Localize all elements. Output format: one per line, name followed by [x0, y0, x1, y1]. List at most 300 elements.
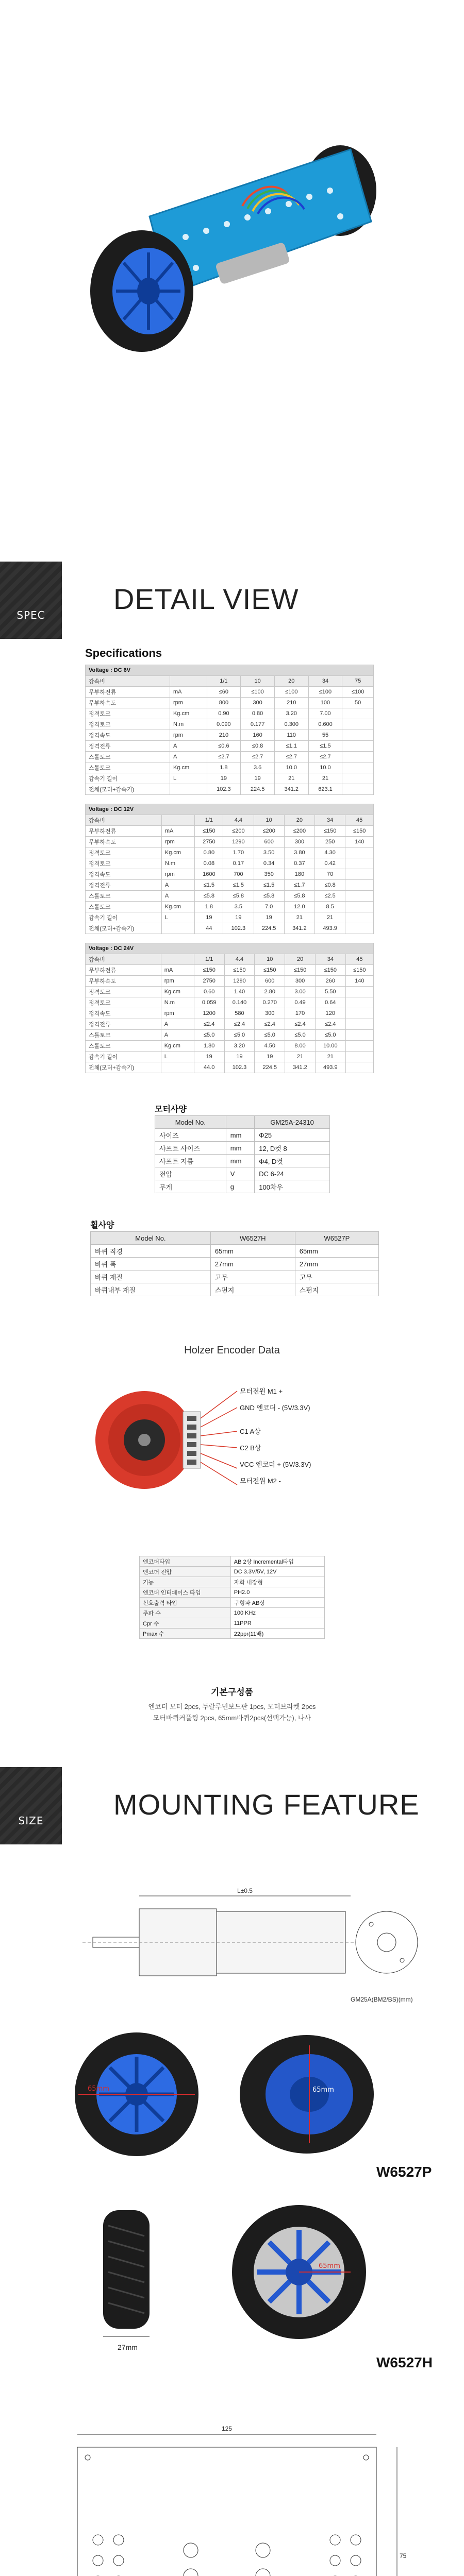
table-cell: Φ4, D컷: [255, 1155, 330, 1167]
table-cell: 무부하속도: [86, 837, 162, 848]
wheel-h-diameter: 65mm: [319, 2262, 340, 2270]
table-cell: 100: [308, 698, 342, 708]
table-cell: 0.600: [308, 719, 342, 730]
voltage-label: Voltage : DC 6V: [86, 665, 374, 676]
table-cell: 100차우: [255, 1180, 330, 1193]
table-cell: 4.4: [224, 954, 255, 965]
table-cell: ≤2.7: [308, 752, 342, 762]
table-cell: ≤1.1: [274, 741, 308, 752]
table-cell: DC 3.3V/5V, 12V: [230, 1567, 324, 1577]
table-row: [86, 698, 374, 708]
table-cell: ≤2.7: [241, 752, 275, 762]
encoder-title: Holzer Encoder Data: [184, 1345, 280, 1356]
table-cell: 65mm: [295, 1245, 378, 1258]
table-cell: mA: [161, 826, 195, 837]
encoder-pin-list: [240, 1386, 394, 1492]
table-cell: 10: [241, 676, 275, 687]
table-cell: 1/1: [195, 815, 223, 826]
table-cell: [345, 869, 374, 880]
table-cell: 무부하속도: [86, 976, 161, 987]
table-cell: 자화 내장형: [230, 1577, 324, 1587]
table-cell: ≤2.4: [255, 1019, 285, 1030]
table-row: [140, 1587, 325, 1598]
detail-view-title: DETAIL VIEW: [113, 583, 299, 615]
table-row: [86, 1041, 374, 1052]
table-cell: 44: [195, 923, 223, 934]
table-cell: 300: [284, 837, 314, 848]
table-cell: 1290: [224, 976, 255, 987]
table-row: [86, 1030, 374, 1041]
spec-table-6v: [85, 665, 374, 795]
encoder-board-illustration: [82, 1376, 247, 1504]
table-row: [86, 976, 374, 987]
table-cell: 7.0: [254, 902, 284, 912]
table-cell: Model No.: [155, 1116, 226, 1129]
table-cell: 0.37: [284, 858, 314, 869]
size-banner: [0, 1767, 464, 1844]
table-cell: ≤100: [308, 687, 342, 698]
table-cell: ≤60: [207, 687, 241, 698]
table-cell: 1.70: [223, 848, 254, 858]
table-row: [86, 687, 374, 698]
table-cell: ≤150: [345, 826, 374, 837]
table-cell: 무부하전류: [86, 965, 161, 976]
size-badge-label: SIZE: [18, 1815, 44, 1827]
table-cell: 27mm: [295, 1258, 378, 1270]
table-cell: W6527P: [295, 1232, 378, 1245]
voltage-label: Voltage : DC 24V: [86, 943, 374, 954]
column-header-row: [86, 815, 374, 826]
table-cell: ≤5.0: [255, 1030, 285, 1041]
table-cell: 300: [285, 976, 316, 987]
table-cell: 1.80: [194, 1041, 224, 1052]
table-cell: rpm: [161, 869, 195, 880]
table-cell: 19: [223, 912, 254, 923]
table-cell: 엔코더타입: [140, 1556, 231, 1567]
table-cell: ≤5.8: [195, 891, 223, 902]
table-cell: rpm: [161, 837, 195, 848]
table-cell: 300: [241, 698, 275, 708]
table-cell: [345, 1041, 373, 1052]
table-cell: [345, 912, 374, 923]
voltage-header-row: [86, 665, 374, 676]
table-cell: Kg.cm: [170, 708, 207, 719]
table-cell: 고무: [210, 1270, 295, 1283]
table-cell: 10: [255, 954, 285, 965]
table-cell: 21: [315, 1052, 345, 1062]
table-cell: 45: [345, 954, 373, 965]
table-cell: [342, 784, 374, 795]
table-cell: 1290: [223, 837, 254, 848]
wheel-spec-table: [90, 1231, 379, 1296]
table-cell: 0.80: [195, 848, 223, 858]
table-cell: 10.00: [315, 1041, 345, 1052]
table-cell: 샤프트 사이즈: [155, 1142, 226, 1155]
components-line-2: 모터바퀴커플링 2pcs, 65mm바퀴2pcs(선택가능), 나사: [153, 1714, 311, 1722]
wheel-p-side-image: [232, 2030, 382, 2159]
table-cell: A: [161, 1030, 194, 1041]
table-cell: Cpr 수: [140, 1618, 231, 1629]
mounting-feature-title: MOUNTING FEATURE: [113, 1788, 420, 1821]
table-cell: ≤150: [194, 965, 224, 976]
table-cell: 55: [308, 730, 342, 741]
table-cell: 0.177: [241, 719, 275, 730]
table-cell: 3.20: [274, 708, 308, 719]
table-cell: 샤프트 지름: [155, 1155, 226, 1167]
table-cell: [345, 997, 373, 1008]
table-row: [91, 1283, 379, 1296]
table-cell: 600: [254, 837, 284, 848]
table-row: [91, 1245, 379, 1258]
table-cell: 4.30: [315, 848, 345, 858]
table-cell: 정격토크: [86, 997, 161, 1008]
table-cell: 주파 수: [140, 1608, 231, 1618]
table-cell: Pmax 수: [140, 1629, 231, 1639]
table-cell: 무부하속도: [86, 698, 170, 708]
table-row: [140, 1577, 325, 1587]
table-cell: 12.0: [284, 902, 314, 912]
components-title: 기본구성품: [210, 1687, 254, 1697]
table-cell: 정격전류: [86, 741, 170, 752]
table-cell: rpm: [170, 730, 207, 741]
table-cell: 1/1: [194, 954, 224, 965]
table-cell: 210: [207, 730, 241, 741]
table-cell: 바퀴 폭: [91, 1258, 211, 1270]
table-cell: [226, 1116, 255, 1129]
table-cell: 감속기 길이: [86, 773, 170, 784]
table-cell: [161, 815, 195, 826]
table-cell: [161, 923, 195, 934]
table-cell: 엔코더 전압: [140, 1567, 231, 1577]
table-cell: ≤5.0: [315, 1030, 345, 1041]
table-cell: 140: [345, 976, 373, 987]
table-cell: 기능: [140, 1577, 231, 1587]
spec-badge-label: SPEC: [16, 609, 45, 621]
front-left-wheel: [90, 230, 193, 352]
plate-dimension-drawing: [67, 2421, 407, 2576]
table-cell: 0.270: [255, 997, 285, 1008]
table-cell: 무부하전류: [86, 687, 170, 698]
table-cell: [345, 987, 373, 997]
table-cell: 12, D컷 8: [255, 1142, 330, 1155]
table-cell: 정격전류: [86, 880, 162, 891]
table-row: [86, 912, 374, 923]
table-cell: A: [161, 880, 195, 891]
table-cell: 7.00: [308, 708, 342, 719]
table-cell: [161, 954, 194, 965]
table-cell: ≤100: [241, 687, 275, 698]
table-row: [86, 1019, 374, 1030]
wheel-p-side-diameter: 65mm: [312, 2086, 334, 2094]
hero-section: [0, 0, 464, 515]
table-cell: 사이즈: [155, 1129, 226, 1142]
table-cell: 스톨토크: [86, 762, 170, 773]
table-cell: mm: [226, 1142, 255, 1155]
table-cell: ≤1.5: [254, 880, 284, 891]
table-cell: ≤150: [285, 965, 316, 976]
specifications-heading: Specifications: [85, 647, 162, 659]
table-row: [155, 1142, 330, 1155]
table-cell: 21: [284, 912, 314, 923]
table-row: [140, 1567, 325, 1577]
table-cell: 65mm: [210, 1245, 295, 1258]
table-cell: 정격전류: [86, 1019, 161, 1030]
table-cell: ≤200: [254, 826, 284, 837]
table-cell: 2.80: [255, 987, 285, 997]
table-cell: ≤0.8: [315, 880, 345, 891]
table-cell: [342, 773, 374, 784]
table-cell: 3.80: [284, 848, 314, 858]
table-cell: ≤150: [315, 826, 345, 837]
table-cell: 감속비: [86, 676, 170, 687]
motor-dimension-drawing: [62, 1880, 423, 2009]
table-cell: ≤0.8: [241, 741, 275, 752]
table-cell: rpm: [170, 698, 207, 708]
table-cell: 감속기 길이: [86, 1052, 161, 1062]
table-cell: ≤200: [223, 826, 254, 837]
table-row: [86, 891, 374, 902]
table-cell: rpm: [161, 1008, 194, 1019]
table-cell: GM25A-24310: [255, 1116, 330, 1129]
table-cell: 170: [285, 1008, 316, 1019]
table-cell: 45: [345, 815, 374, 826]
table-cell: 0.059: [194, 997, 224, 1008]
table-cell: rpm: [161, 976, 194, 987]
table-cell: 전압: [155, 1167, 226, 1180]
table-cell: [345, 1030, 373, 1041]
table-cell: 10.0: [274, 762, 308, 773]
table-row: [86, 752, 374, 762]
table-cell: 8.5: [315, 902, 345, 912]
table-cell: 19: [224, 1052, 255, 1062]
table-row: [86, 784, 374, 795]
table-cell: AB 2상 Incremental타입: [230, 1556, 324, 1567]
table-cell: 전체(모터+감속기): [86, 923, 162, 934]
table-cell: Model No.: [91, 1232, 211, 1245]
table-cell: 0.090: [207, 719, 241, 730]
table-cell: [345, 1052, 373, 1062]
components-line-1: 엔코더 모터 2pcs, 두랄루민보드판 1pcs, 모터브라켓 2pcs: [148, 1703, 316, 1710]
table-cell: ≤2.5: [315, 891, 345, 902]
table-cell: 스톨토크: [86, 891, 162, 902]
table-cell: 34: [315, 954, 345, 965]
table-cell: 580: [224, 1008, 255, 1019]
table-cell: 5.50: [315, 987, 345, 997]
table-row: [86, 741, 374, 752]
table-row: [86, 880, 374, 891]
table-cell: 75: [342, 676, 374, 687]
table-cell: 1600: [195, 869, 223, 880]
table-row: [86, 773, 374, 784]
table-cell: Φ25: [255, 1129, 330, 1142]
encoder-pin: C2 B상: [240, 1444, 261, 1452]
table-cell: 623.1: [308, 784, 342, 795]
table-cell: 스톨토크: [86, 752, 170, 762]
table-cell: mm: [226, 1155, 255, 1167]
table-cell: 493.9: [315, 1062, 345, 1073]
table-cell: 0.90: [207, 708, 241, 719]
table-cell: [342, 730, 374, 741]
table-row: [86, 923, 374, 934]
table-cell: ≤200: [284, 826, 314, 837]
table-cell: 10: [254, 815, 284, 826]
table-cell: [345, 1062, 373, 1073]
encoder-pin: GND 엔코더 - (5V/3.3V): [240, 1404, 310, 1412]
table-cell: [345, 1019, 373, 1030]
table-cell: 1/1: [207, 676, 241, 687]
table-cell: L: [161, 912, 195, 923]
table-cell: 34: [315, 815, 345, 826]
table-cell: Kg.cm: [161, 1041, 194, 1052]
table-cell: 3.6: [241, 762, 275, 773]
table-cell: 3.00: [285, 987, 316, 997]
table-cell: ≤1.5: [195, 880, 223, 891]
table-cell: ≤150: [345, 965, 373, 976]
table-row: [86, 730, 374, 741]
encoder-pin: 모터전원 M2 -: [240, 1477, 281, 1485]
table-cell: 정격토크: [86, 848, 162, 858]
table-row: [140, 1598, 325, 1608]
table-cell: ≤2.4: [285, 1019, 316, 1030]
table-cell: 19: [194, 1052, 224, 1062]
table-cell: ≤100: [342, 687, 374, 698]
table-cell: 27mm: [210, 1258, 295, 1270]
table-cell: 전체(모터+감속기): [86, 1062, 161, 1073]
table-cell: 70: [315, 869, 345, 880]
spec-banner: [0, 562, 464, 639]
table-cell: 700: [223, 869, 254, 880]
table-cell: 스톨토크: [86, 902, 162, 912]
table-cell: 10.0: [308, 762, 342, 773]
table-cell: 2750: [195, 837, 223, 848]
table-cell: 0.60: [194, 987, 224, 997]
table-cell: 102.3: [207, 784, 241, 795]
table-cell: mA: [161, 965, 194, 976]
table-cell: W6527H: [210, 1232, 295, 1245]
table-cell: 0.140: [224, 997, 255, 1008]
wheel-p-diameter: 65mm: [88, 2085, 109, 2093]
table-cell: 0.80: [241, 708, 275, 719]
table-row: [91, 1258, 379, 1270]
table-cell: A: [170, 741, 207, 752]
table-row: [140, 1556, 325, 1567]
table-cell: 250: [315, 837, 345, 848]
table-cell: ≤5.0: [285, 1030, 316, 1041]
table-row: [86, 1062, 374, 1073]
motor-spec-title: 모터사양: [155, 1105, 187, 1114]
table-cell: 19: [254, 912, 284, 923]
table-cell: 4.4: [223, 815, 254, 826]
table-cell: [345, 858, 374, 869]
table-cell: 341.2: [285, 1062, 316, 1073]
table-cell: 300: [255, 1008, 285, 1019]
table-cell: 1.8: [195, 902, 223, 912]
table-cell: 493.9: [315, 923, 345, 934]
table-cell: Kg.cm: [170, 762, 207, 773]
table-cell: ≤2.4: [194, 1019, 224, 1030]
table-cell: 341.2: [274, 784, 308, 795]
table-cell: ≤0.6: [207, 741, 241, 752]
table-cell: ≤1.5: [308, 741, 342, 752]
table-row: [140, 1629, 325, 1639]
encoder-pin: 모터전원 M1 +: [240, 1387, 283, 1395]
table-cell: 고무: [295, 1270, 378, 1283]
wheel-h-width: 27mm: [118, 2343, 138, 2351]
table-cell: 19: [195, 912, 223, 923]
table-cell: 0.42: [315, 858, 345, 869]
table-cell: 50: [342, 698, 374, 708]
table-cell: 44.0: [194, 1062, 224, 1073]
table-cell: 102.3: [224, 1062, 255, 1073]
table-row: [86, 719, 374, 730]
motor-spec-table: [155, 1115, 330, 1193]
table-cell: 350: [254, 869, 284, 880]
table-row: [86, 1052, 374, 1062]
table-cell: 22ppr(11배): [230, 1629, 324, 1639]
table-row: [86, 762, 374, 773]
table-row: [155, 1116, 330, 1129]
table-cell: 600: [255, 976, 285, 987]
table-row: [91, 1270, 379, 1283]
table-cell: 정격속도: [86, 1008, 161, 1019]
table-cell: 224.5: [255, 1062, 285, 1073]
table-cell: ≤5.8: [284, 891, 314, 902]
table-cell: ≤5.8: [254, 891, 284, 902]
table-row: [86, 965, 374, 976]
table-cell: g: [226, 1180, 255, 1193]
table-cell: 224.5: [254, 923, 284, 934]
table-row: [140, 1618, 325, 1629]
table-cell: [345, 1008, 373, 1019]
table-cell: ≤150: [195, 826, 223, 837]
table-cell: [345, 880, 374, 891]
table-cell: Kg.cm: [161, 848, 195, 858]
table-cell: 0.300: [274, 719, 308, 730]
table-cell: 19: [255, 1052, 285, 1062]
table-cell: 0.17: [223, 858, 254, 869]
table-cell: [342, 752, 374, 762]
table-cell: 엔코더 인터페이스 타입: [140, 1587, 231, 1598]
table-cell: 11PPR: [230, 1618, 324, 1629]
spec-table-12v: [85, 804, 374, 934]
table-cell: ≤150: [315, 965, 345, 976]
table-cell: 바퀴 직경: [91, 1245, 211, 1258]
table-cell: 21: [308, 773, 342, 784]
table-cell: Kg.cm: [161, 987, 194, 997]
spec-badge: [0, 562, 62, 639]
table-cell: 0.49: [285, 997, 316, 1008]
table-cell: 스펀지: [295, 1283, 378, 1296]
table-row: [86, 708, 374, 719]
table-cell: 바퀴내부 재질: [91, 1283, 211, 1296]
table-cell: [342, 708, 374, 719]
voltage-label: Voltage : DC 12V: [86, 804, 374, 815]
table-row: [86, 858, 374, 869]
table-cell: N.m: [170, 719, 207, 730]
table-cell: 102.3: [223, 923, 254, 934]
table-cell: 180: [284, 869, 314, 880]
table-row: [155, 1180, 330, 1193]
table-cell: PH2.0: [230, 1587, 324, 1598]
table-cell: ≤2.7: [274, 752, 308, 762]
wheel-h-label: W6527H: [376, 2354, 433, 2370]
spec-table-24v: [85, 943, 374, 1073]
table-row: [86, 1008, 374, 1019]
table-cell: 140: [345, 837, 374, 848]
table-cell: 스톨토크: [86, 1041, 161, 1052]
wheel-h-tread-image: [93, 2205, 160, 2344]
table-cell: 정격속도: [86, 869, 162, 880]
